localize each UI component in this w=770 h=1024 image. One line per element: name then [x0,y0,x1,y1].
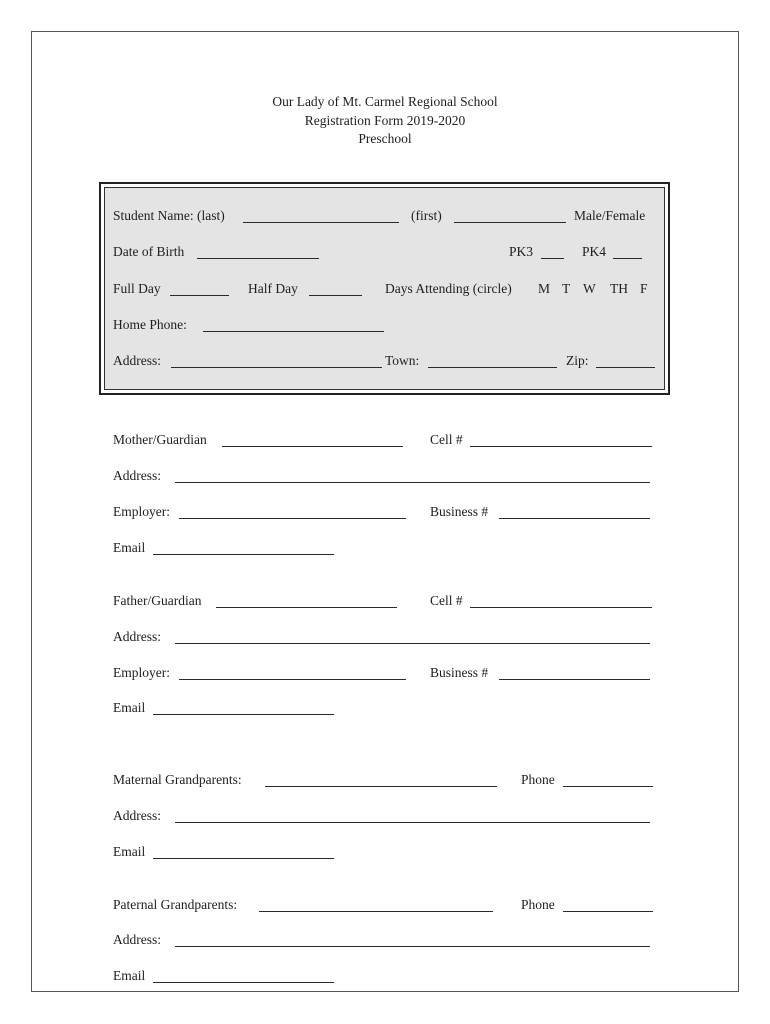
pk3-field[interactable] [541,258,564,259]
paternal-address-field[interactable] [175,946,650,947]
mother-email-label: Email [113,540,146,555]
paternal-grandparents-label: Paternal Grandparents: [113,897,238,912]
pk4-field[interactable] [613,258,642,259]
paternal-grandparents-field[interactable] [259,911,493,912]
pk3-label: PK3 [509,244,534,259]
student-first-name-label: (first) [411,208,442,223]
paternal-email-field[interactable] [153,982,334,983]
full-day-label: Full Day [113,281,161,296]
day-option-w[interactable]: W [583,281,596,296]
student-last-name-label: Student Name: (last) [113,208,225,223]
maternal-phone-label: Phone [521,772,555,787]
father-label: Father/Guardian [113,593,202,608]
maternal-grandparents-field[interactable] [265,786,497,787]
father-address-field[interactable] [175,643,650,644]
day-option-t[interactable]: T [562,281,571,296]
paternal-email-label: Email [113,968,146,983]
mother-employer-label: Employer: [113,504,170,519]
school-name: Our Lady of Mt. Carmel Regional School [272,94,498,109]
paternal-address-label: Address: [113,932,161,947]
half-day-label: Half Day [248,281,298,296]
student-last-name-field[interactable] [243,222,399,223]
program-name: Preschool [358,131,412,146]
mother-cell-field[interactable] [470,446,652,447]
mother-business-label: Business # [430,504,489,519]
father-cell-label: Cell # [430,593,463,608]
maternal-address-field[interactable] [175,822,650,823]
days-attending-label: Days Attending (circle) [385,281,512,296]
form-title: Registration Form 2019-2020 [304,113,466,128]
mother-address-field[interactable] [175,482,650,483]
mother-employer-field[interactable] [179,518,406,519]
maternal-phone-field[interactable] [563,786,653,787]
student-address-label: Address: [113,353,161,368]
maternal-address-label: Address: [113,808,161,823]
paternal-phone-label: Phone [521,897,555,912]
mother-label: Mother/Guardian [113,432,207,447]
mother-email-field[interactable] [153,554,334,555]
father-email-label: Email [113,700,146,715]
maternal-email-field[interactable] [153,858,334,859]
day-option-m[interactable]: M [538,281,551,296]
father-cell-field[interactable] [470,607,652,608]
gender-option[interactable]: Male/Female [574,208,646,223]
half-day-field[interactable] [309,295,362,296]
dob-field[interactable] [197,258,319,259]
father-employer-field[interactable] [179,679,406,680]
zip-label: Zip: [566,353,589,368]
pk4-label: PK4 [582,244,607,259]
home-phone-label: Home Phone: [113,317,187,332]
mother-business-field[interactable] [499,518,650,519]
home-phone-field[interactable] [203,331,384,332]
student-address-field[interactable] [171,367,382,368]
maternal-grandparents-label: Maternal Grandparents: [113,772,242,787]
mother-cell-label: Cell # [430,432,463,447]
day-option-th[interactable]: TH [610,281,628,296]
maternal-email-label: Email [113,844,146,859]
father-email-field[interactable] [153,714,334,715]
father-employer-label: Employer: [113,665,170,680]
father-name-field[interactable] [216,607,397,608]
father-business-field[interactable] [499,679,650,680]
full-day-field[interactable] [170,295,229,296]
dob-label: Date of Birth [113,244,185,259]
day-option-f[interactable]: F [640,281,648,296]
father-address-label: Address: [113,629,161,644]
mother-name-field[interactable] [222,446,403,447]
town-field[interactable] [428,367,557,368]
paternal-phone-field[interactable] [563,911,653,912]
student-first-name-field[interactable] [454,222,566,223]
father-business-label: Business # [430,665,489,680]
mother-address-label: Address: [113,468,161,483]
zip-field[interactable] [596,367,655,368]
town-label: Town: [385,353,420,368]
